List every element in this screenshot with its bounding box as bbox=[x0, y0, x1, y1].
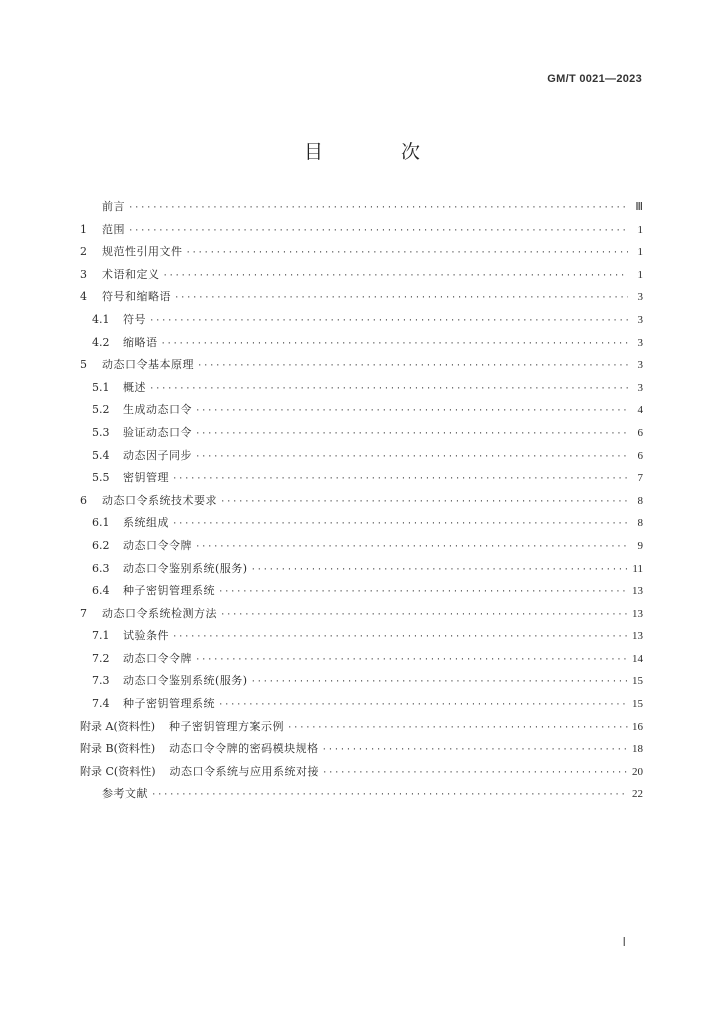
toc-entry-number: 5.1 bbox=[92, 380, 110, 394]
toc-entry-label: 试验条件 bbox=[123, 629, 169, 643]
toc-entry-number: 5 bbox=[80, 358, 87, 372]
standard-code: GM/T 0021—2023 bbox=[547, 73, 642, 85]
toc-entry-number: 2 bbox=[80, 245, 87, 259]
toc-entry-label: 动态因子同步 bbox=[123, 448, 192, 462]
dot-leader bbox=[251, 559, 628, 582]
toc-entry[interactable] bbox=[80, 625, 643, 648]
toc-entry[interactable] bbox=[80, 219, 643, 242]
toc-entry[interactable] bbox=[80, 309, 643, 332]
toc-entry-number: 5.3 bbox=[92, 425, 110, 439]
dot-leader bbox=[149, 378, 628, 401]
toc-entry[interactable] bbox=[80, 264, 643, 287]
toc-entry-page: 6 bbox=[637, 449, 643, 462]
dot-leader bbox=[195, 423, 628, 446]
toc-entry-page: 1 bbox=[637, 268, 643, 281]
toc-entry-label: 符号和缩略语 bbox=[102, 290, 171, 304]
toc-entry-number: 4.1 bbox=[92, 312, 110, 326]
dot-leader bbox=[195, 400, 628, 423]
toc-entry-label: 参考文献 bbox=[102, 787, 148, 801]
toc-entry-label: 范围 bbox=[102, 222, 125, 236]
toc-entry-number: 6 bbox=[80, 493, 87, 507]
toc-entry[interactable] bbox=[80, 377, 643, 400]
dot-leader bbox=[251, 671, 628, 694]
dot-leader bbox=[218, 694, 628, 717]
dot-leader bbox=[197, 355, 628, 378]
toc-entry-number: 1 bbox=[80, 222, 87, 236]
toc-entry[interactable] bbox=[80, 670, 643, 693]
toc-entry-page: 4 bbox=[637, 404, 643, 417]
toc-entry-label: 动态口令令牌的密码模块规格 bbox=[169, 742, 319, 756]
dot-leader bbox=[161, 333, 629, 356]
toc-entry-number: 7.4 bbox=[92, 697, 110, 711]
toc-entry-number: 6.4 bbox=[92, 584, 110, 598]
toc-entry[interactable] bbox=[80, 354, 643, 377]
dot-leader bbox=[128, 197, 628, 220]
toc-entry-label: 动态口令鉴别系统(服务) bbox=[123, 674, 248, 688]
toc-entry-page: 7 bbox=[637, 472, 643, 485]
toc-entry[interactable] bbox=[80, 422, 643, 445]
toc-entry-page: 6 bbox=[637, 426, 643, 439]
toc-entry-label: 术语和定义 bbox=[102, 267, 160, 281]
dot-leader bbox=[174, 287, 628, 310]
toc-entry[interactable] bbox=[80, 693, 643, 716]
toc-entry[interactable] bbox=[80, 648, 643, 671]
toc-entry-label: 种子密钥管理方案示例 bbox=[169, 719, 285, 733]
toc-entry-label: 动态口令系统技术要求 bbox=[102, 493, 217, 507]
toc-entry-label: 符号 bbox=[123, 312, 146, 326]
toc-entry-number: 3 bbox=[80, 267, 87, 281]
toc-entry[interactable] bbox=[80, 783, 643, 806]
toc-entry-page: 13 bbox=[632, 607, 643, 620]
toc-entry-label: 系统组成 bbox=[123, 516, 169, 530]
toc-entry-label: 动态口令鉴别系统(服务) bbox=[123, 561, 248, 575]
toc-entry[interactable] bbox=[80, 558, 643, 581]
toc-entry-page: 15 bbox=[632, 675, 643, 688]
toc-entry-label: 动态口令系统检测方法 bbox=[102, 606, 217, 620]
toc-entry[interactable] bbox=[80, 399, 643, 422]
toc-entry-number: 5.2 bbox=[92, 403, 110, 417]
dot-leader bbox=[322, 762, 628, 785]
toc-entry-label: 动态口令令牌 bbox=[123, 538, 192, 552]
dot-leader bbox=[149, 310, 628, 333]
dot-leader bbox=[186, 242, 629, 265]
toc-entry[interactable] bbox=[80, 332, 643, 355]
toc-entry-page: 1 bbox=[637, 223, 643, 236]
dot-leader bbox=[220, 491, 628, 514]
dot-leader bbox=[220, 604, 628, 627]
toc-entry-number: 附录 C(资料性) bbox=[80, 764, 156, 778]
toc-entry-page: Ⅲ bbox=[635, 201, 643, 213]
toc-entry-label: 概述 bbox=[123, 380, 146, 394]
dot-leader bbox=[322, 739, 628, 762]
toc-entry[interactable] bbox=[80, 467, 643, 490]
toc-entry-page: 9 bbox=[637, 539, 643, 552]
toc-entry[interactable] bbox=[80, 445, 643, 468]
toc-entry[interactable] bbox=[80, 580, 643, 603]
toc-entry-number: 4 bbox=[80, 290, 87, 304]
toc-entry[interactable] bbox=[80, 761, 643, 784]
toc-entry-number: 5.4 bbox=[92, 448, 110, 462]
dot-leader bbox=[172, 468, 628, 491]
toc-entry-number: 6.2 bbox=[92, 538, 110, 552]
toc-entry-page: 3 bbox=[637, 359, 643, 372]
toc-entry-number: 4.2 bbox=[92, 335, 110, 349]
toc-entry-label: 种子密钥管理系统 bbox=[123, 697, 215, 711]
toc-entry[interactable] bbox=[80, 490, 643, 513]
toc-entry-label: 动态口令系统与应用系统对接 bbox=[169, 764, 319, 778]
toc-entry-page: 22 bbox=[632, 788, 643, 801]
toc-entry[interactable] bbox=[80, 716, 643, 739]
toc-entry[interactable] bbox=[80, 241, 643, 264]
dot-leader bbox=[128, 220, 628, 243]
toc-entry-page: 8 bbox=[637, 494, 643, 507]
toc-entry-number: 7.3 bbox=[92, 674, 110, 688]
toc-entry-label: 密钥管理 bbox=[123, 471, 169, 485]
toc-entry-page: 18 bbox=[632, 743, 643, 756]
toc-entry-label: 种子密钥管理系统 bbox=[123, 584, 215, 598]
page-title: 目 次 bbox=[303, 141, 457, 163]
toc-entry-number: 6.1 bbox=[92, 516, 110, 530]
dot-leader bbox=[172, 513, 628, 536]
toc-entry-label: 生成动态口令 bbox=[123, 403, 192, 417]
toc-entry[interactable] bbox=[80, 286, 643, 309]
toc-entry-number: 7.1 bbox=[92, 629, 110, 643]
dot-leader bbox=[195, 649, 628, 672]
dot-leader bbox=[151, 784, 628, 807]
toc-entry[interactable] bbox=[80, 196, 643, 219]
toc-entry-page: 11 bbox=[632, 562, 643, 575]
toc-entry-number: 5.5 bbox=[92, 471, 110, 485]
toc-entry-label: 动态口令令牌 bbox=[123, 651, 192, 665]
toc-entry-page: 3 bbox=[637, 381, 643, 394]
dot-leader bbox=[195, 536, 628, 559]
toc-entry-number: 7 bbox=[80, 606, 87, 620]
dot-leader bbox=[218, 581, 628, 604]
toc-entry-page: 1 bbox=[637, 246, 643, 259]
toc-entry-page: 13 bbox=[632, 630, 643, 643]
dot-leader bbox=[195, 446, 628, 469]
toc-entry-number: 附录 A(资料性) bbox=[80, 719, 156, 733]
toc-entry-page: 3 bbox=[637, 336, 643, 349]
toc-entry-page: 8 bbox=[637, 517, 643, 530]
toc-entry[interactable] bbox=[80, 603, 643, 626]
toc-entry-label: 验证动态口令 bbox=[123, 425, 192, 439]
toc-entry-label: 动态口令基本原理 bbox=[102, 358, 194, 372]
toc-entry-page: 3 bbox=[637, 313, 643, 326]
toc-entry-page: 3 bbox=[637, 291, 643, 304]
toc-entry-page: 15 bbox=[632, 698, 643, 711]
toc-entry-page: 16 bbox=[632, 720, 643, 733]
dot-leader bbox=[172, 626, 628, 649]
toc-entry-page: 20 bbox=[632, 765, 643, 778]
toc-entry[interactable] bbox=[80, 535, 643, 558]
toc-entry-label: 前言 bbox=[102, 200, 125, 213]
toc-entry-number: 7.2 bbox=[92, 651, 110, 665]
toc-entry[interactable] bbox=[80, 738, 643, 761]
toc-entry[interactable] bbox=[80, 512, 643, 535]
dot-leader bbox=[163, 265, 629, 288]
table-of-contents bbox=[80, 196, 643, 806]
toc-entry-number: 附录 B(资料性) bbox=[80, 742, 156, 756]
page-number: Ⅰ bbox=[622, 935, 626, 949]
dot-leader bbox=[287, 717, 628, 740]
toc-entry-label: 规范性引用文件 bbox=[102, 245, 183, 259]
toc-entry-label: 缩略语 bbox=[123, 335, 158, 349]
toc-entry-page: 14 bbox=[632, 652, 643, 665]
toc-entry-page: 13 bbox=[632, 585, 643, 598]
toc-entry-number: 6.3 bbox=[92, 561, 110, 575]
